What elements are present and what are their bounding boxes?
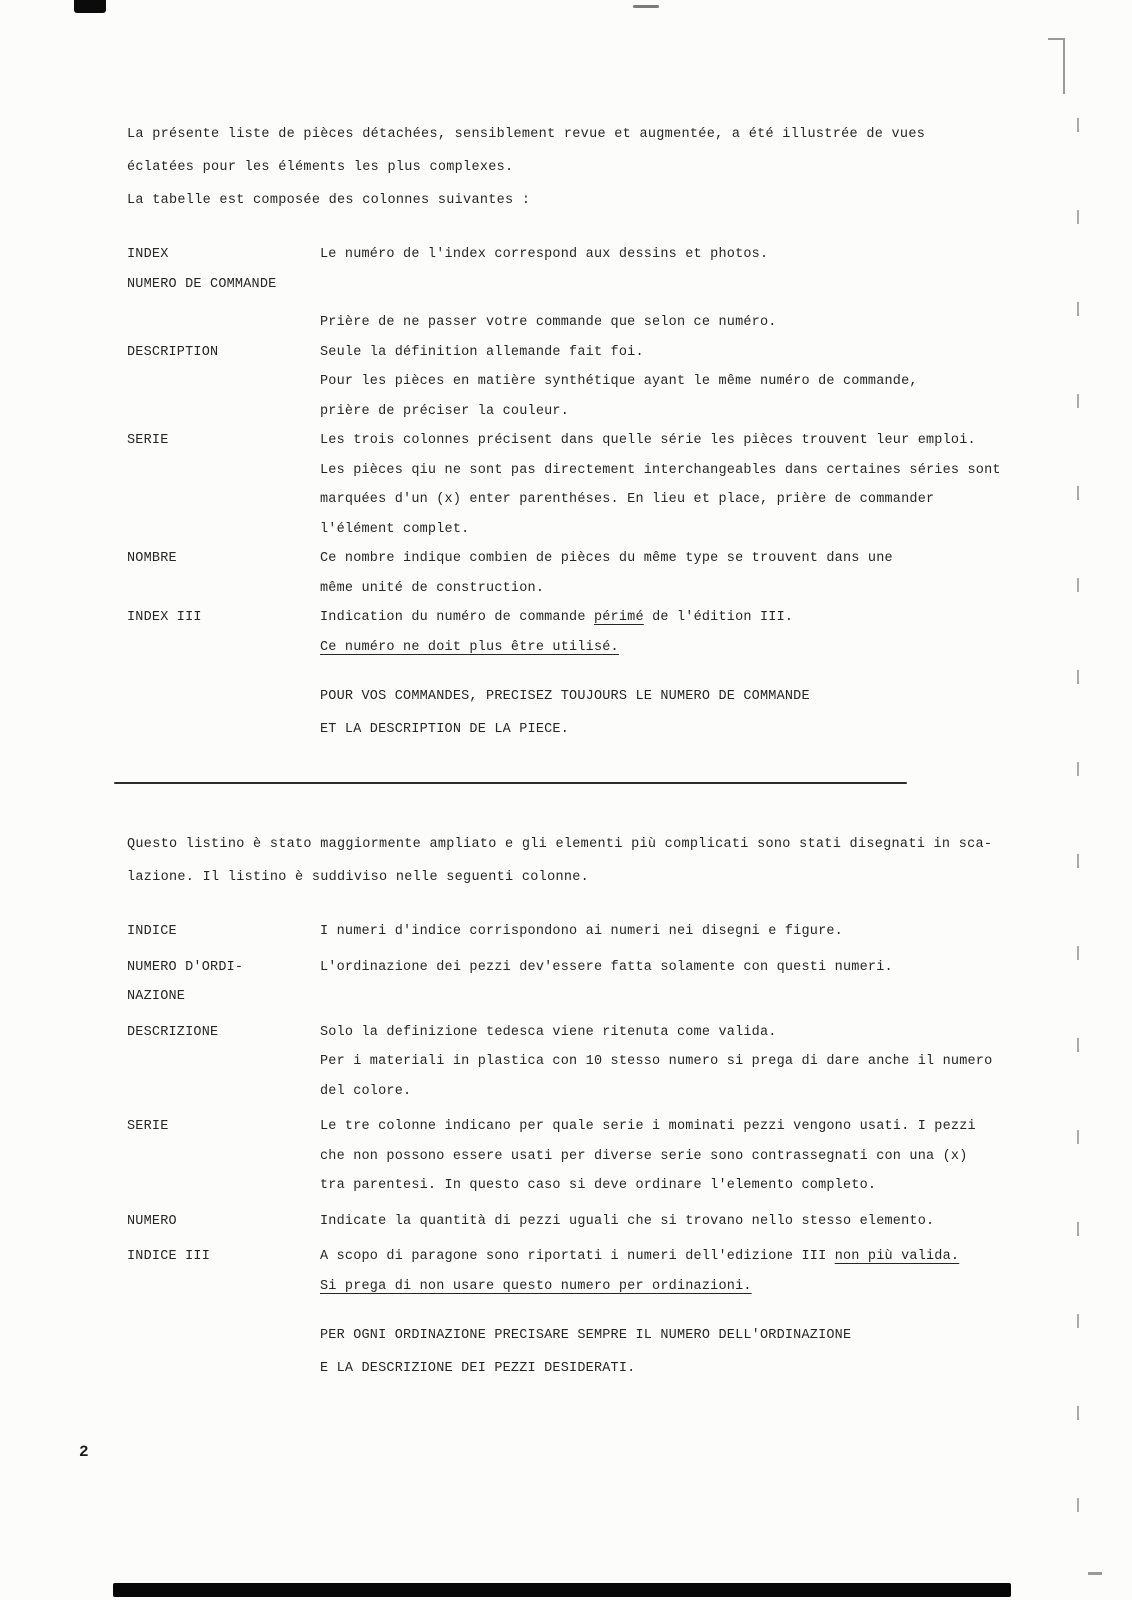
entry-definition [320,1018,992,1107]
entry-term-line: NUMERO DE COMMANDE [127,276,277,292]
entry-definition [320,308,967,338]
text-segment: même unité de construction. [320,580,545,596]
entry-term-line: DESCRIPTION [127,344,219,360]
section-divider [114,782,907,784]
text-segment: Indicate la quantità di pezzi uguali che si trovano nello stesso elemento. [320,1213,935,1229]
entry-text-line [320,1142,976,1172]
entry-text-line [320,953,967,983]
entry-text-line [320,240,967,270]
entry-text-line [320,338,967,368]
entry-term [127,426,320,544]
definition-entry [127,270,967,300]
entries-french [127,240,1001,662]
entry-term-line: SERIE [127,433,169,448]
text-segment: Les pièces qiu ne sont pas directement interchangeables dans certaines séries sont [320,462,1001,478]
entry-definition [320,1207,967,1237]
entry-text-line [320,367,967,397]
entry-term [127,953,320,1012]
entry-term-line: INDICE [127,924,177,939]
entry-term [127,1242,320,1301]
text-segment: Per i materiali in plastica con 10 stesso numero si prega di dare anche il numero [320,1054,993,1069]
entry-definition [320,338,967,427]
text-segment: Indication du numéro de commande [320,610,594,625]
text-segment: prière de préciser la couleur. [320,403,570,419]
underlined-text: Ce numéro ne doit plus être utilisé. [320,639,619,655]
text-segment: de l'édition III. [643,610,794,625]
order-note-french [320,680,967,746]
definition-entry [127,953,967,1012]
entry-definition [320,917,967,947]
entry-text-line [320,308,967,338]
definition-entry [127,544,967,603]
intro-line: Questo listino è stato maggiormente ampliato e gli elementi più complicati sono stati disegnati in sca- [127,837,993,852]
entry-term [127,1207,320,1237]
note-line: PER OGNI ORDINAZIONE PRECISARE SEMPRE IL NUMERO DELL'ORDINAZIONE [320,1328,852,1343]
definition-entry [127,1207,967,1237]
definition-entry [127,1018,993,1107]
entry-term [127,338,320,427]
entry-text-line [320,1077,992,1107]
entry-term-line: SERIE [127,1119,169,1134]
entry-definition [320,1112,976,1201]
text-segment: L'ordinazione dei pezzi dev'essere fatta solamente con questi numeri. [320,959,893,975]
entry-term [127,917,320,947]
text-segment: I numeri d'indice corrispondono ai numeri nei disegni e figure. [320,924,843,939]
entry-definition [320,544,967,603]
entry-text-line [320,1018,992,1048]
entry-term-line: INDEX III [127,610,202,625]
entry-term [127,270,320,300]
underlined-text: Si prega di non usare questo numero per ordinazioni. [320,1278,752,1294]
intro-line: La tabelle est composée des colonnes suivantes : [127,193,531,208]
entry-term-line: DESCRIZIONE [127,1024,219,1040]
definition-entry [127,426,1001,544]
definition-entry [127,1242,967,1301]
scan-artifact-corner-horizontal [1048,38,1065,40]
entry-definition [320,426,1001,544]
definition-entry [127,240,967,270]
text-segment: marquées d'un (x) enter parenthéses. En lieu et place, prière de commander [320,492,935,507]
text-segment: Le numéro de l'index correspond aux dessins et photos. [320,247,769,262]
entry-text-line [320,1112,976,1142]
page-content [127,0,1001,1385]
definition-entry [127,308,967,338]
entry-text-line [320,544,967,574]
definition-entry [127,1112,976,1201]
note-line: ET LA DESCRIPTION DE LA PIECE. [320,722,570,737]
entry-term-line: NAZIONE [127,989,186,1004]
entry-definition [320,240,967,270]
entry-text-line [320,515,1001,545]
intro-italian [127,828,993,894]
entry-text-line [320,485,1001,515]
text-segment: Seule la définition allemande fait foi. [320,344,644,360]
text-segment: Pour les pièces en matière synthétique ayant le même numéro de commande, [320,374,918,389]
text-segment: Les trois colonnes précisent dans quelle série les pièces trouvent leur emploi. [320,433,976,448]
entry-term [127,603,320,662]
order-note-italian [320,1319,967,1385]
text-segment: Le tre colonne indicano per quale serie i mominati pezzi vengono usati. I pezzi [320,1119,976,1134]
entry-term [127,240,320,270]
entry-text-line [320,1047,992,1077]
definition-entry [127,917,967,947]
intro-line: éclatées pour les éléments les plus complexes. [127,160,514,175]
scan-artifact-top-left [74,0,106,13]
note-line: POUR VOS COMMANDES, PRECISEZ TOUJOURS LE NUMERO DE COMMANDE [320,689,810,704]
section-french [127,118,1001,746]
entry-text-line [320,917,967,947]
entries-italian [127,917,993,1301]
note-line: E LA DESCRIZIONE DEI PEZZI DESIDERATI. [320,1361,636,1376]
entry-text-line [320,1242,967,1272]
entry-text-line [320,633,967,663]
definition-entry [127,603,967,662]
text-segment: che non possono essere usati per diverse serie sono contrassegnati con una (x) [320,1148,968,1164]
entry-definition [320,953,967,1012]
entry-text-line [320,603,967,633]
scan-artifact-right-dashes [1077,118,1079,1530]
entry-term-line: NUMERO [127,1213,177,1229]
entry-term-line: NUMERO D'ORDI- [127,959,244,975]
intro-french [127,118,967,217]
scan-artifact-corner-vertical [1063,38,1065,94]
text-segment: A scopo di paragone sono riportati i numeri dell'edizione III [320,1249,835,1264]
intro-line: lazione. Il listino è suddiviso nelle seguenti colonne. [127,870,590,885]
entry-text-line [320,1272,967,1302]
text-segment: tra parentesi. In questo caso si deve ordinare l'elemento completo. [320,1178,877,1193]
entry-term [127,1018,320,1107]
entry-definition [320,270,967,300]
entry-text-line [320,1171,976,1201]
underlined-text: périmé [593,610,644,625]
entry-text-line [320,456,1001,486]
definition-entry [127,338,967,427]
entry-term-line: NOMBRE [127,551,177,566]
section-italian [127,828,993,1385]
entry-text-line [320,397,967,427]
text-segment: l'élément complet. [320,521,470,537]
text-segment: Prière de ne passer votre commande que selon ce numéro. [320,315,777,330]
entry-text-line [320,1207,967,1237]
scan-artifact-bottom-right [1088,1572,1102,1575]
entry-term-line: INDICE III [127,1249,211,1264]
text-segment: del colore. [320,1083,412,1099]
entry-term [127,544,320,603]
entry-term [127,308,320,338]
intro-line: La présente liste de pièces détachées, sensiblement revue et augmentée, a été illustrée de vues [127,127,926,142]
entry-text-line [320,426,1001,456]
underlined-text: non più valida. [834,1249,960,1264]
entry-definition [320,1242,967,1301]
entry-definition [320,603,967,662]
text-segment: Solo la definizione tedesca viene ritenuta come valida. [320,1024,777,1040]
entry-term [127,1112,320,1201]
entry-text-line [320,574,967,604]
page-number: 2 [79,1443,89,1461]
entry-term-line: INDEX [127,247,169,262]
text-segment: Ce nombre indique combien de pièces du même type se trouvent dans une [320,551,893,566]
scan-artifact-bottom-bar [113,1583,1011,1597]
